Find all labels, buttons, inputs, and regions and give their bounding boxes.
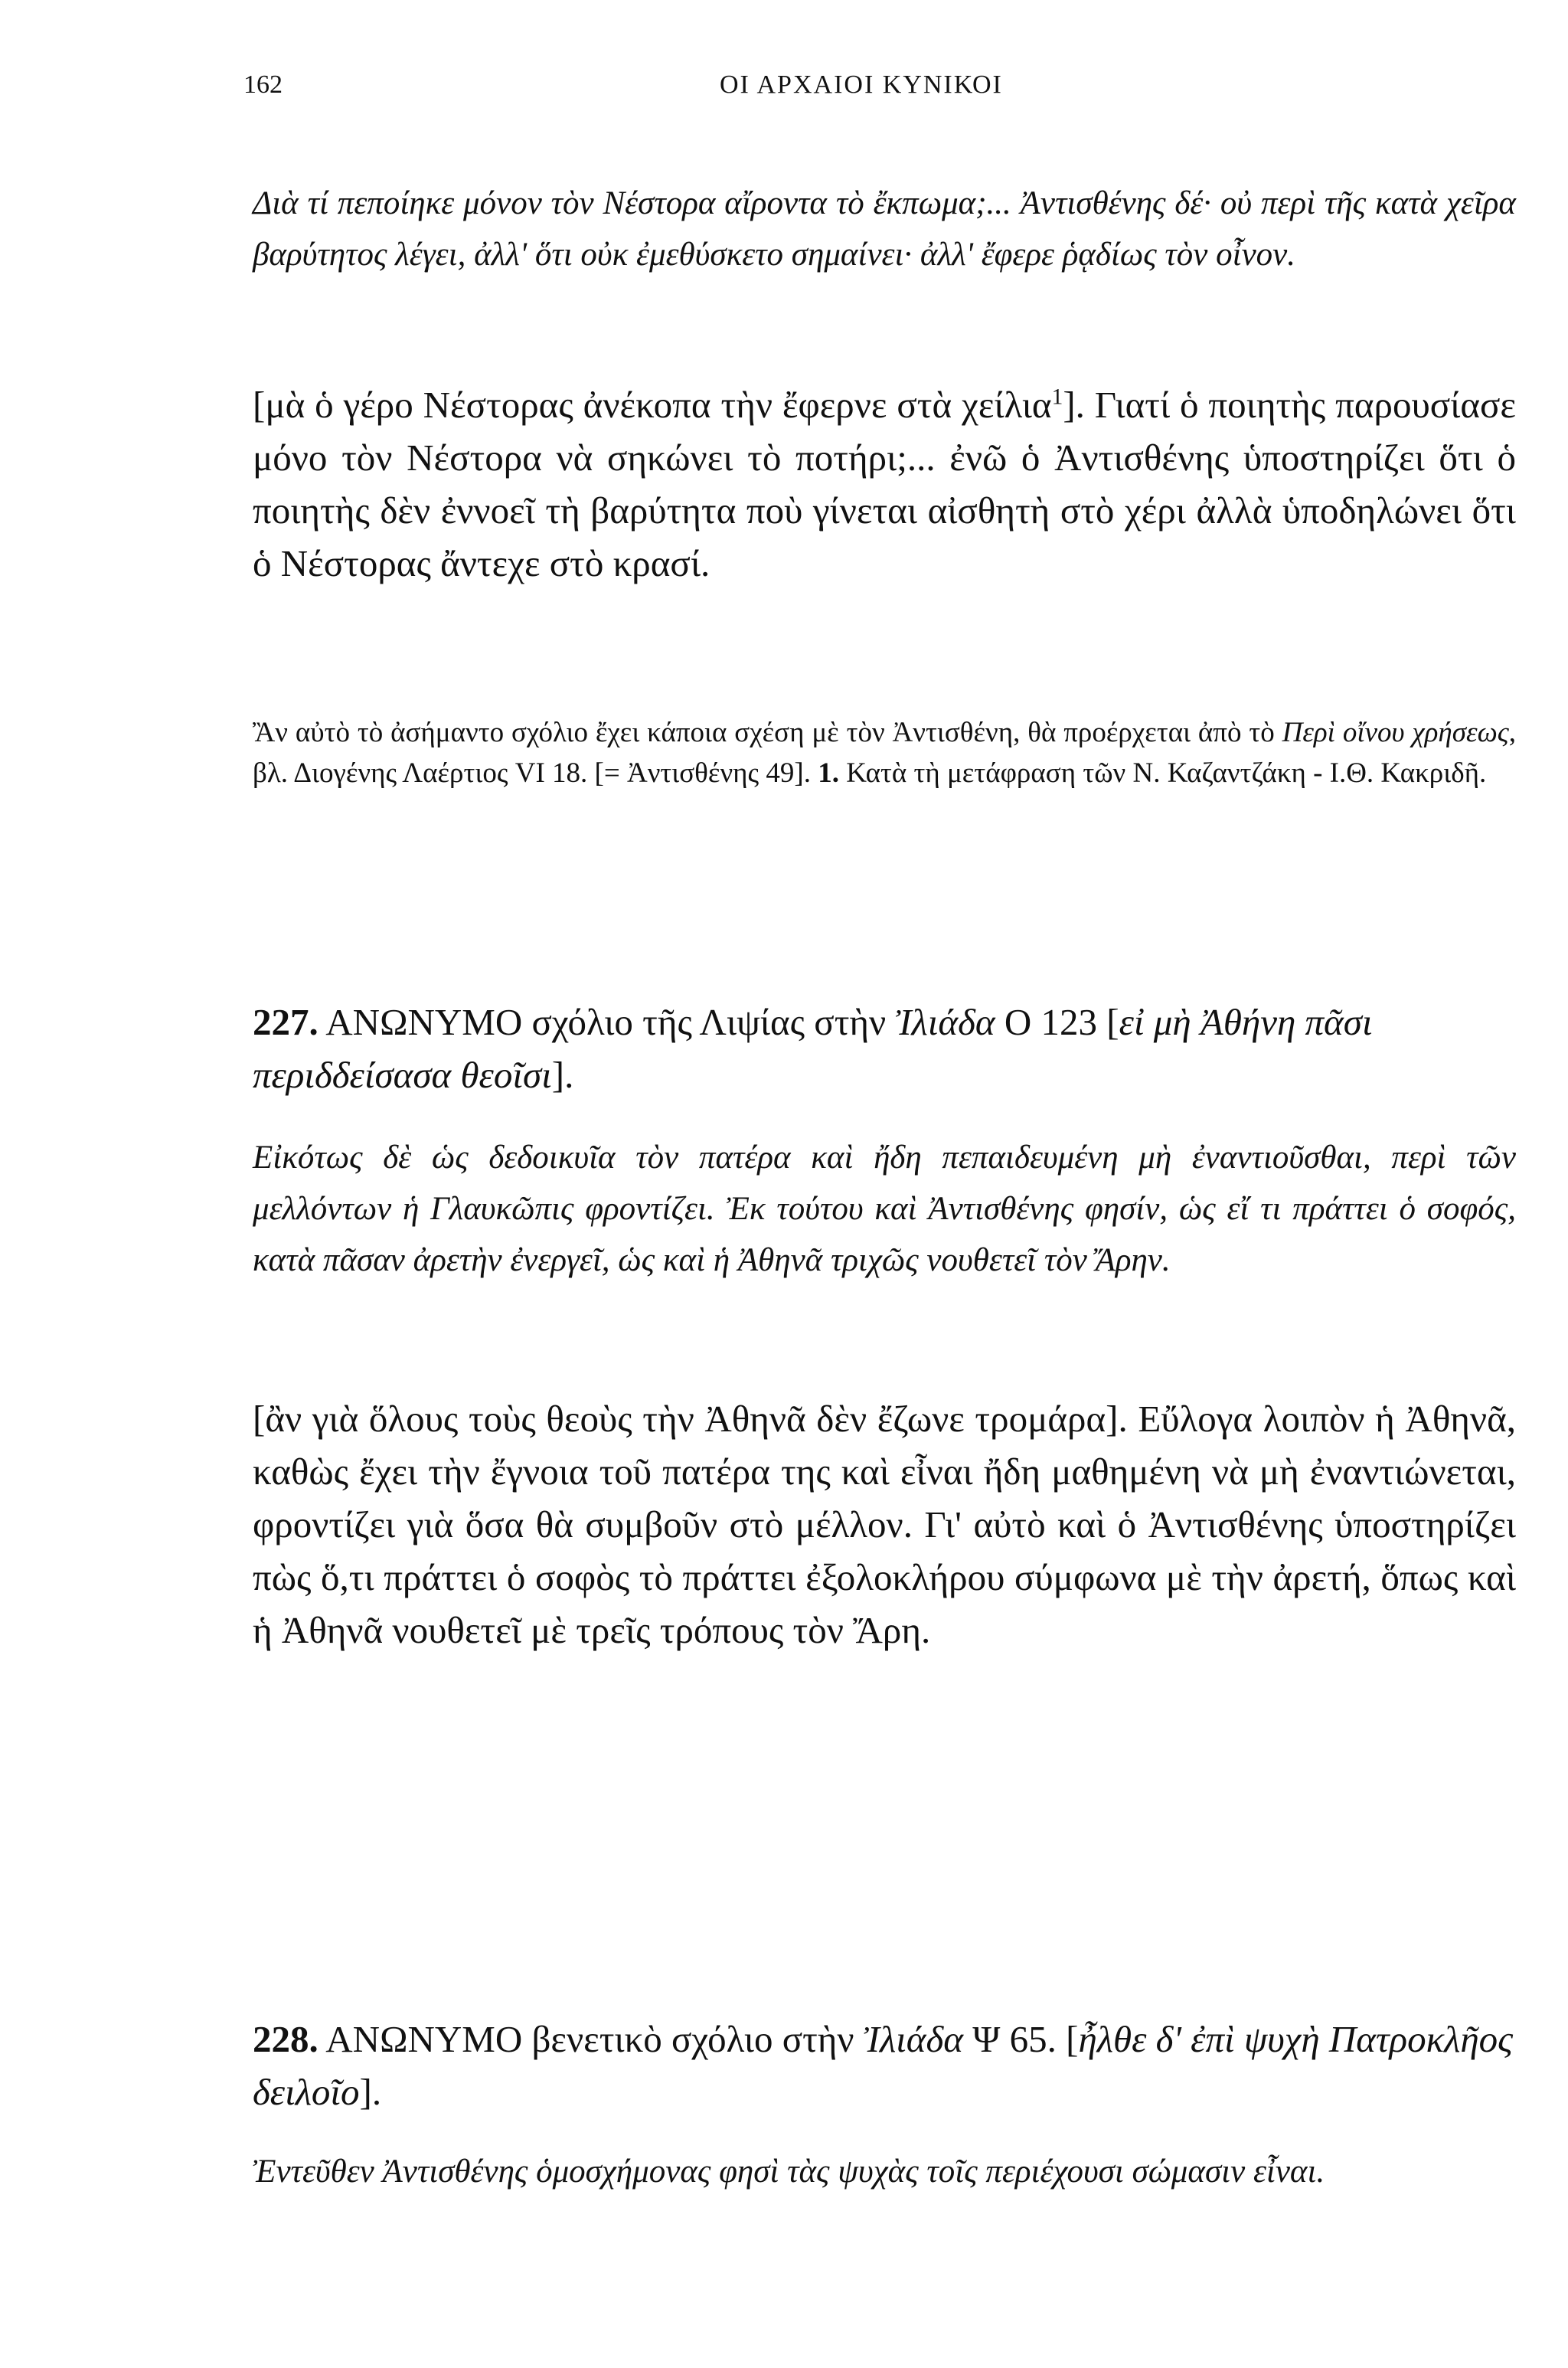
entry-work-227: Ἰλιάδα [895,1001,995,1043]
entry-number-228: 228. [253,2018,318,2060]
page-header [0,70,1568,116]
entry-lemma-227: εἰ μὴ Ἀθήνη πᾶσι περιδδείσασα θεοῖσι [253,1001,1373,1096]
running-title: ΟΙ ΑΡΧΑΙΟΙ ΚΥΝΙΚΟΙ [720,70,1003,99]
entry-close-228: ]. [359,2071,382,2113]
footnote-ref: 1 [1051,384,1063,410]
entry-number-227: 227. [253,1001,318,1043]
entry-heading-227 [253,996,1516,1101]
entry-heading-text-228: ΑΝΩΝΥΜΟ βενετικὸ σχόλιο στὴν [318,2018,864,2060]
entry-heading-text-227: ΑΝΩΝΥΜΟ σχόλιο τῆς Λιψίας στὴν [318,1001,896,1043]
note-text-2: , βλ. Διογένης Λαέρτιος VI 18. [= Ἀντισθένης 49]. [253,717,1516,789]
entry-reference-228: Ψ 65. [ [963,2018,1079,2060]
greek-quote-227: Εἰκότως δὲ ὡς δεδοικυῖα τὸν πατέρα καὶ ἤδη πεπαιδευμένη μὴ ἐναντιοῦσθαι, περὶ τῶν μελλόντων ἡ Γλαυκῶπις φροντίζει. Ἐκ τούτου καὶ Ἀντισθένης φησίν, ὡς εἴ τι πράττει ὁ σοφός, κατὰ πᾶσαν ἀρετὴν ἐνεργεῖ, ὡς καὶ ἡ Ἀθηνᾶ τριχῶς νουθετεῖ τὸν Ἄρην. [253,1140,1516,1278]
entry-lemma-228: ἦλθε δ' ἐπὶ ψυχὴ Πατροκλῆος δειλοῖο [253,2018,1514,2113]
commentary-note-226 [253,712,1516,793]
greek-quote-226: Διὰ τί πεποίηκε μόνον τὸν Νέστορα αἴροντα τὸ ἔκπωμα;... Ἀντισθένης δέ· οὐ περὶ τῆς κατὰ χεῖρα βαρύτητος λέγει, ἀλλ' ὅτι οὐκ ἐμεθύσκετο σημαίνει· ἀλλ' ἔφερε ῥᾳδίως τὸν οἶνον. [253,185,1516,273]
entry-reference-227: Ο 123 [ [995,1001,1119,1043]
entry-work-228: Ἰλιάδα [863,2018,963,2060]
translation-227: [ἂν γιὰ ὅλους τοὺς θεοὺς τὴν Ἀθηνᾶ δὲν ἔζωνε τρομάρα]. Εὔλογα λοιπὸν ἡ Ἀθηνᾶ, καθὼς ἔχει τὴν ἔγνοια τοῦ πατέρα της καὶ εἶναι ἤδη μαθημένη νὰ μὴ ἐναντιώνεται, φροντίζει γιὰ ὅσα θὰ συμβοῦν στὸ μέλλον. Γι' αὐτὸ καὶ ὁ Ἀντισθένης ὑποστηρίζει πὼς ὅ,τι πράττει ὁ σοφὸς τὸ πράττει ἐξολοκλήρου σύμφωνα μὲ τὴν ἀρετή, ὅπως καὶ ἡ Ἀθηνᾶ νουθετεῖ μὲ τρεῖς τρόπους τὸν Ἄρη. [253,1398,1516,1651]
translation-226-part2: ]. Γιατί ὁ ποιητὴς παρουσίασε μόνο τὸν Νέστορα νὰ σηκώνει τὸ ποτήρι;... ἐνῶ ὁ Ἀντισθένης ὑποστηρίζει ὅτι ὁ ποιητὴς δὲν ἐννοεῖ τὴ βαρύτητα ποὺ γίνεται αἰσθητὴ στὸ χέρι ἀλλὰ ὑποδηλώνει ὅτι ὁ Νέστορας ἄντεχε στὸ κρασί. [253,384,1516,584]
entry-close-227: ]. [551,1054,574,1096]
footnote-number: 1. [818,757,839,789]
translation-226-part1: [μὰ ὁ γέρο Νέστορας ἀνέκοπα τὴν ἔφερνε στὰ χείλια [253,384,1052,426]
footnote-text: Κατὰ τὴ μετάφραση τῶν Ν. Καζαντζάκη - Ι.Θ. Κακριδῆ. [839,757,1487,789]
translation-226 [253,378,1516,590]
note-text-1: Ἂν αὐτὸ τὸ ἀσήμαντο σχόλιο ἔχει κάποια σχέση μὲ τὸν Ἀντισθένη, θὰ προέρχεται ἀπὸ τὸ [253,717,1282,748]
note-work-title: Περὶ οἴνου χρήσεως [1282,717,1509,748]
page-number: 162 [243,70,283,99]
entry-heading-228 [253,2013,1516,2118]
greek-quote-228: Ἐντεῦθεν Ἀντισθένης ὁμοσχήμονας φησὶ τὰς ψυχὰς τοῖς περιέχουσι σώμασιν εἶναι. [253,2154,1325,2190]
